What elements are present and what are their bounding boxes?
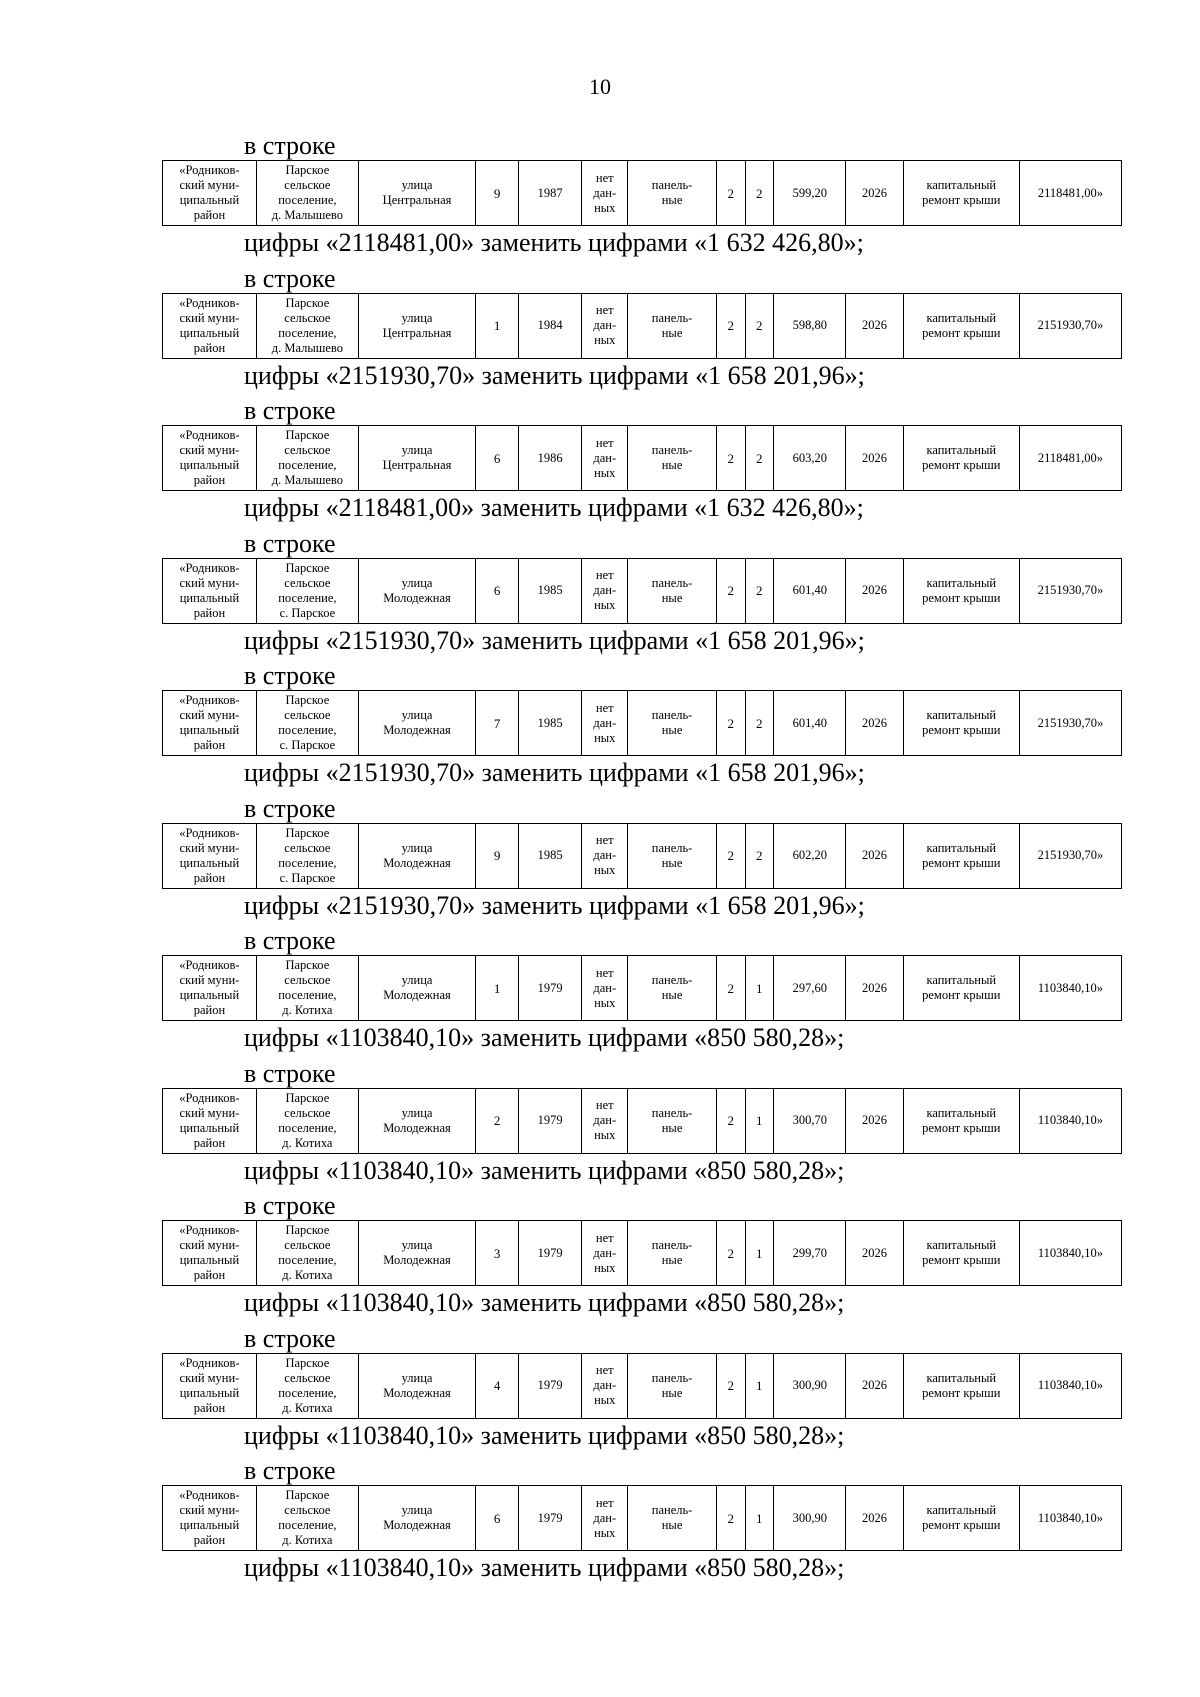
cell-street: улица Центральная	[358, 426, 475, 491]
cell-district: «Родников- ский муни- ципальный район	[163, 691, 257, 756]
cell-work-type: капитальный ремонт крыши	[903, 823, 1019, 888]
intro-text: в строке	[244, 1058, 336, 1088]
cell-settlement: Парское сельское поселение, д. Малышево	[256, 293, 358, 358]
cell-wall-material: панель- ные	[628, 823, 717, 888]
cell-area: 300,90	[774, 1353, 846, 1418]
cell-district: «Родников- ский муни- ципальный район	[163, 426, 257, 491]
cell-work-type: капитальный ремонт крыши	[903, 691, 1019, 756]
intro-text: в строке	[244, 661, 336, 690]
table-row	[162, 160, 1122, 226]
cell-settlement: Парское сельское поселение, д. Котиха	[256, 1088, 358, 1153]
intro-text: в строке	[244, 131, 336, 160]
cell-street: улица Молодежная	[358, 1486, 475, 1551]
cell-plan-year: 2026	[846, 1353, 903, 1418]
replacement-text: цифры «2151930,70» заменить цифрами «1 658 201,96»;	[244, 625, 865, 655]
cell-work-type: капитальный ремонт крыши	[903, 1486, 1019, 1551]
cell-area: 300,90	[774, 1486, 846, 1551]
replacement-text: цифры «1103840,10» заменить цифрами «850 580,28»;	[244, 1155, 845, 1185]
amendment-list	[162, 132, 1122, 1590]
cell-cost: 1103840,10»	[1019, 1353, 1121, 1418]
cell-status: нет дан- ных	[582, 1486, 628, 1551]
table-row	[162, 1220, 1122, 1286]
cell-build-year: 1979	[519, 956, 582, 1021]
table-row	[162, 955, 1122, 1021]
cell-floors: 2	[716, 558, 745, 623]
cell-entrances: 2	[745, 823, 774, 888]
cell-build-year: 1985	[519, 823, 582, 888]
cell-settlement: Парское сельское поселение, с. Парское	[256, 823, 358, 888]
cell-floors: 2	[716, 293, 745, 358]
cell-entrances: 1	[745, 1486, 774, 1551]
cell-status: нет дан- ных	[582, 161, 628, 226]
cell-house-number: 2	[476, 1088, 519, 1153]
cell-work-type: капитальный ремонт крыши	[903, 956, 1019, 1021]
cell-cost: 2151930,70»	[1019, 293, 1121, 358]
amendment-block	[162, 530, 1122, 663]
cell-cost: 1103840,10»	[1019, 1486, 1121, 1551]
cell-floors: 2	[716, 823, 745, 888]
intro-text: в строке	[244, 1456, 336, 1485]
table-row	[162, 823, 1122, 889]
replacement-text: цифры «1103840,10» заменить цифрами «850 580,28»;	[244, 1023, 845, 1052]
replacement-text: цифры «2118481,00» заменить цифрами «1 632 426,80»;	[244, 493, 864, 522]
cell-build-year: 1985	[519, 558, 582, 623]
cell-plan-year: 2026	[846, 161, 903, 226]
cell-entrances: 1	[745, 956, 774, 1021]
cell-house-number: 9	[476, 823, 519, 888]
intro-text: в строке	[244, 793, 336, 823]
cell-plan-year: 2026	[846, 1221, 903, 1286]
cell-floors: 2	[716, 1486, 745, 1551]
cell-area: 602,20	[774, 823, 846, 888]
replacement-text: цифры «1103840,10» заменить цифрами «850 580,28»;	[244, 1553, 845, 1582]
cell-entrances: 1	[745, 1221, 774, 1286]
cell-status: нет дан- ных	[582, 956, 628, 1021]
intro-text: в строке	[244, 263, 336, 293]
replacement-text: цифры «2151930,70» заменить цифрами «1 658 201,96»;	[244, 758, 865, 787]
cell-settlement: Парское сельское поселение, д. Котиха	[256, 1486, 358, 1551]
amendment-block	[162, 795, 1122, 928]
intro-text: в строке	[244, 926, 336, 955]
cell-area: 599,20	[774, 161, 846, 226]
amendment-block	[162, 1060, 1122, 1193]
cell-plan-year: 2026	[846, 691, 903, 756]
intro-text: в строке	[244, 1323, 336, 1353]
cell-entrances: 1	[745, 1353, 774, 1418]
cell-street: улица Молодежная	[358, 558, 475, 623]
cell-area: 299,70	[774, 1221, 846, 1286]
cell-street: улица Центральная	[358, 161, 475, 226]
cell-status: нет дан- ных	[582, 558, 628, 623]
cell-cost: 2118481,00»	[1019, 426, 1121, 491]
cell-cost: 2151930,70»	[1019, 691, 1121, 756]
cell-entrances: 1	[745, 1088, 774, 1153]
cell-entrances: 2	[745, 691, 774, 756]
table-row	[162, 1088, 1122, 1154]
amendment-block	[162, 1457, 1122, 1590]
cell-build-year: 1979	[519, 1088, 582, 1153]
cell-entrances: 2	[745, 426, 774, 491]
cell-wall-material: панель- ные	[628, 161, 717, 226]
cell-settlement: Парское сельское поселение, с. Парское	[256, 691, 358, 756]
cell-cost: 1103840,10»	[1019, 1088, 1121, 1153]
cell-cost: 1103840,10»	[1019, 1221, 1121, 1286]
replacement-text: цифры «2151930,70» заменить цифрами «1 658 201,96»;	[244, 890, 865, 920]
cell-plan-year: 2026	[846, 558, 903, 623]
cell-wall-material: панель- ные	[628, 1088, 717, 1153]
cell-house-number: 1	[476, 293, 519, 358]
cell-build-year: 1979	[519, 1221, 582, 1286]
cell-status: нет дан- ных	[582, 1353, 628, 1418]
cell-work-type: капитальный ремонт крыши	[903, 293, 1019, 358]
cell-status: нет дан- ных	[582, 691, 628, 756]
cell-settlement: Парское сельское поселение, д. Котиха	[256, 1353, 358, 1418]
cell-build-year: 1979	[519, 1486, 582, 1551]
cell-entrances: 2	[745, 293, 774, 358]
cell-street: улица Молодежная	[358, 691, 475, 756]
cell-house-number: 4	[476, 1353, 519, 1418]
amendment-block	[162, 1192, 1122, 1325]
cell-district: «Родников- ский муни- ципальный район	[163, 293, 257, 358]
cell-plan-year: 2026	[846, 1088, 903, 1153]
cell-street: улица Молодежная	[358, 1353, 475, 1418]
cell-work-type: капитальный ремонт крыши	[903, 1221, 1019, 1286]
cell-area: 603,20	[774, 426, 846, 491]
cell-district: «Родников- ский муни- ципальный район	[163, 1486, 257, 1551]
table-row	[162, 425, 1122, 491]
amendment-block	[162, 662, 1122, 795]
cell-status: нет дан- ных	[582, 293, 628, 358]
cell-work-type: капитальный ремонт крыши	[903, 558, 1019, 623]
cell-work-type: капитальный ремонт крыши	[903, 1353, 1019, 1418]
page-number: 10	[589, 74, 611, 99]
cell-settlement: Парское сельское поселение, д. Малышево	[256, 161, 358, 226]
cell-area: 297,60	[774, 956, 846, 1021]
replacement-text: цифры «1103840,10» заменить цифрами «850 580,28»;	[244, 1288, 845, 1317]
table-row	[162, 558, 1122, 624]
cell-status: нет дан- ных	[582, 426, 628, 491]
cell-wall-material: панель- ные	[628, 956, 717, 1021]
cell-district: «Родников- ский муни- ципальный район	[163, 161, 257, 226]
cell-floors: 2	[716, 161, 745, 226]
cell-wall-material: панель- ные	[628, 293, 717, 358]
cell-wall-material: панель- ные	[628, 1353, 717, 1418]
cell-house-number: 3	[476, 1221, 519, 1286]
cell-district: «Родников- ский муни- ципальный район	[163, 558, 257, 623]
cell-settlement: Парское сельское поселение, д. Котиха	[256, 1221, 358, 1286]
intro-text: в строке	[244, 396, 336, 425]
cell-wall-material: панель- ные	[628, 558, 717, 623]
cell-floors: 2	[716, 426, 745, 491]
cell-build-year: 1984	[519, 293, 582, 358]
cell-work-type: капитальный ремонт крыши	[903, 161, 1019, 226]
cell-street: улица Центральная	[358, 293, 475, 358]
cell-build-year: 1986	[519, 426, 582, 491]
cell-wall-material: панель- ные	[628, 1486, 717, 1551]
cell-area: 598,80	[774, 293, 846, 358]
table-row	[162, 1485, 1122, 1551]
table-row	[162, 1353, 1122, 1419]
cell-area: 601,40	[774, 558, 846, 623]
cell-district: «Родников- ский муни- ципальный район	[163, 823, 257, 888]
cell-district: «Родников- ский муни- ципальный район	[163, 1353, 257, 1418]
cell-floors: 2	[716, 956, 745, 1021]
cell-area: 601,40	[774, 691, 846, 756]
cell-street: улица Молодежная	[358, 1221, 475, 1286]
cell-build-year: 1979	[519, 1353, 582, 1418]
table-row	[162, 293, 1122, 359]
cell-house-number: 6	[476, 426, 519, 491]
cell-status: нет дан- ных	[582, 823, 628, 888]
cell-entrances: 2	[745, 161, 774, 226]
cell-street: улица Молодежная	[358, 823, 475, 888]
cell-district: «Родников- ский муни- ципальный район	[163, 1221, 257, 1286]
cell-house-number: 7	[476, 691, 519, 756]
cell-cost: 2151930,70»	[1019, 823, 1121, 888]
cell-floors: 2	[716, 1353, 745, 1418]
cell-build-year: 1985	[519, 691, 582, 756]
amendment-block	[162, 927, 1122, 1060]
intro-text: в строке	[244, 528, 336, 558]
cell-floors: 2	[716, 1088, 745, 1153]
cell-floors: 2	[716, 691, 745, 756]
cell-district: «Родников- ский муни- ципальный район	[163, 1088, 257, 1153]
replacement-text: цифры «2118481,00» заменить цифрами «1 632 426,80»;	[244, 228, 864, 257]
replacement-text: цифры «1103840,10» заменить цифрами «850 580,28»;	[244, 1420, 845, 1450]
cell-plan-year: 2026	[846, 293, 903, 358]
amendment-block	[162, 397, 1122, 530]
cell-work-type: капитальный ремонт крыши	[903, 1088, 1019, 1153]
intro-text: в строке	[244, 1191, 336, 1220]
cell-house-number: 9	[476, 161, 519, 226]
cell-floors: 2	[716, 1221, 745, 1286]
cell-cost: 2118481,00»	[1019, 161, 1121, 226]
cell-work-type: капитальный ремонт крыши	[903, 426, 1019, 491]
cell-cost: 1103840,10»	[1019, 956, 1121, 1021]
cell-wall-material: панель- ные	[628, 426, 717, 491]
cell-district: «Родников- ский муни- ципальный район	[163, 956, 257, 1021]
cell-plan-year: 2026	[846, 1486, 903, 1551]
cell-settlement: Парское сельское поселение, с. Парское	[256, 558, 358, 623]
cell-settlement: Парское сельское поселение, д. Малышево	[256, 426, 358, 491]
cell-wall-material: панель- ные	[628, 1221, 717, 1286]
amendment-block	[162, 265, 1122, 398]
cell-house-number: 1	[476, 956, 519, 1021]
cell-house-number: 6	[476, 558, 519, 623]
cell-plan-year: 2026	[846, 823, 903, 888]
amendment-block	[162, 132, 1122, 265]
cell-settlement: Парское сельское поселение, д. Котиха	[256, 956, 358, 1021]
cell-status: нет дан- ных	[582, 1088, 628, 1153]
cell-area: 300,70	[774, 1088, 846, 1153]
cell-entrances: 2	[745, 558, 774, 623]
cell-status: нет дан- ных	[582, 1221, 628, 1286]
cell-cost: 2151930,70»	[1019, 558, 1121, 623]
cell-street: улица Молодежная	[358, 1088, 475, 1153]
cell-wall-material: панель- ные	[628, 691, 717, 756]
cell-build-year: 1987	[519, 161, 582, 226]
replacement-text: цифры «2151930,70» заменить цифрами «1 658 201,96»;	[244, 360, 865, 390]
cell-street: улица Молодежная	[358, 956, 475, 1021]
amendment-block	[162, 1325, 1122, 1458]
cell-plan-year: 2026	[846, 426, 903, 491]
cell-house-number: 6	[476, 1486, 519, 1551]
cell-plan-year: 2026	[846, 956, 903, 1021]
table-row	[162, 690, 1122, 756]
